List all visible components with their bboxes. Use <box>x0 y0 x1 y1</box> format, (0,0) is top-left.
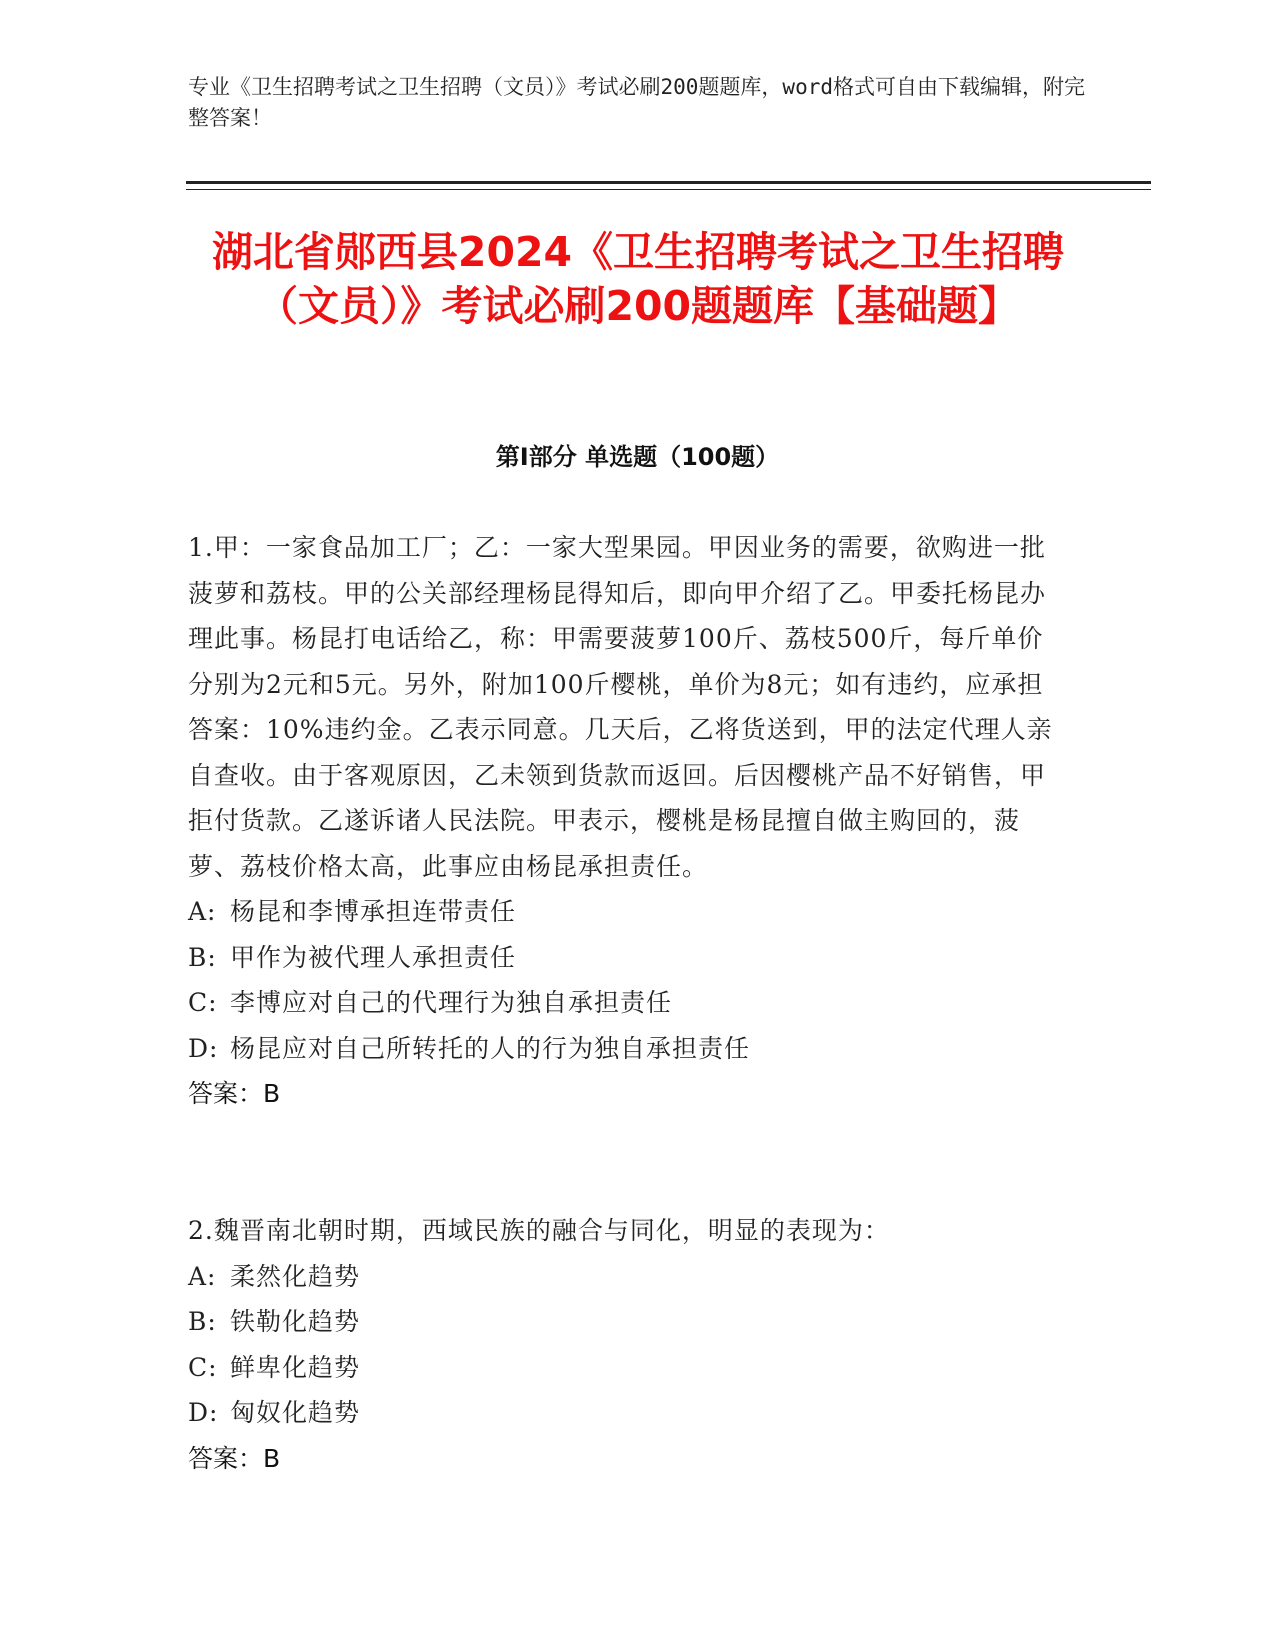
option-b <box>188 935 1068 981</box>
option-text: 杨昆应对自己所转托的人的行为独自承担责任 <box>230 1033 751 1063</box>
answer-line: 答案：B <box>188 1443 281 1473</box>
option-d <box>188 1026 1068 1072</box>
option-text: 甲作为被代理人承担责任 <box>230 942 517 972</box>
option-letter: A: <box>188 1261 217 1291</box>
option-c <box>188 1345 1068 1391</box>
option-a <box>188 1254 1068 1300</box>
answer-line: 答案：B <box>188 1079 281 1108</box>
option-letter: D: <box>188 1398 219 1427</box>
option-text: 柔然化趋势 <box>230 1261 361 1291</box>
header-intro: 专业《卫生招聘考试之卫生招聘（文员）》考试必刷200题题库，word格式可自由下载编辑，附完整答案！ <box>188 75 1085 130</box>
option-letter: B: <box>188 1307 217 1336</box>
option-text: 匈奴化趋势 <box>230 1398 361 1427</box>
option-text: 鲜卑化趋势 <box>230 1352 361 1382</box>
question-block-2 <box>188 1208 1068 1481</box>
option-b <box>188 1299 1068 1345</box>
option-text: 杨昆和李博承担连带责任 <box>230 897 517 926</box>
option-letter: B: <box>188 942 217 972</box>
option-c <box>188 980 1068 1026</box>
option-a <box>188 889 1068 935</box>
option-letter: C: <box>188 1352 218 1382</box>
option-letter: A: <box>188 897 217 926</box>
question-text: 2.魏晋南北朝时期，西域民族的融合与同化，明显的表现为： <box>188 1216 890 1245</box>
option-text: 李博应对自己的代理行为独自承担责任 <box>230 988 673 1017</box>
option-letter: D: <box>188 1033 219 1063</box>
header-divider-thick <box>186 181 1151 184</box>
header-divider-thin <box>186 189 1151 190</box>
option-letter: C: <box>188 988 218 1017</box>
document-title: 湖北省郧西县2024《卫生招聘考试之卫生招聘（文员）》考试必刷200题题库【基础题】 <box>211 228 1065 330</box>
question-text: 1.甲：一家食品加工厂；乙：一家大型果园。甲因业务的需要，欲购进一批菠萝和荔枝。甲的公关部经理杨昆得知后，即向甲介绍了乙。甲委托杨昆办理此事。杨昆打电话给乙，称：甲需要菠萝100斤、荔枝500斤，每斤单价分别为2元和5元。另外，附加100斤樱桃，单价为8元；如有违约，应承担答案：10%违约金。乙表示同意。几天后，乙将货送到，甲的法定代理人亲自查收。由于客观原因，乙未领到货款而返回。后因樱桃产品不好销售，甲拒付货款。乙遂诉诸人民法院。甲表示，樱桃是杨昆擅自做主购回的，菠萝、荔枝价格太高，此事应由杨昆承担责任。 <box>188 533 1053 881</box>
question-block-1 <box>188 525 1068 1117</box>
section-heading: 第I部分 单选题（100题） <box>495 443 780 471</box>
option-d <box>188 1390 1068 1436</box>
option-text: 铁勒化趋势 <box>230 1307 361 1336</box>
